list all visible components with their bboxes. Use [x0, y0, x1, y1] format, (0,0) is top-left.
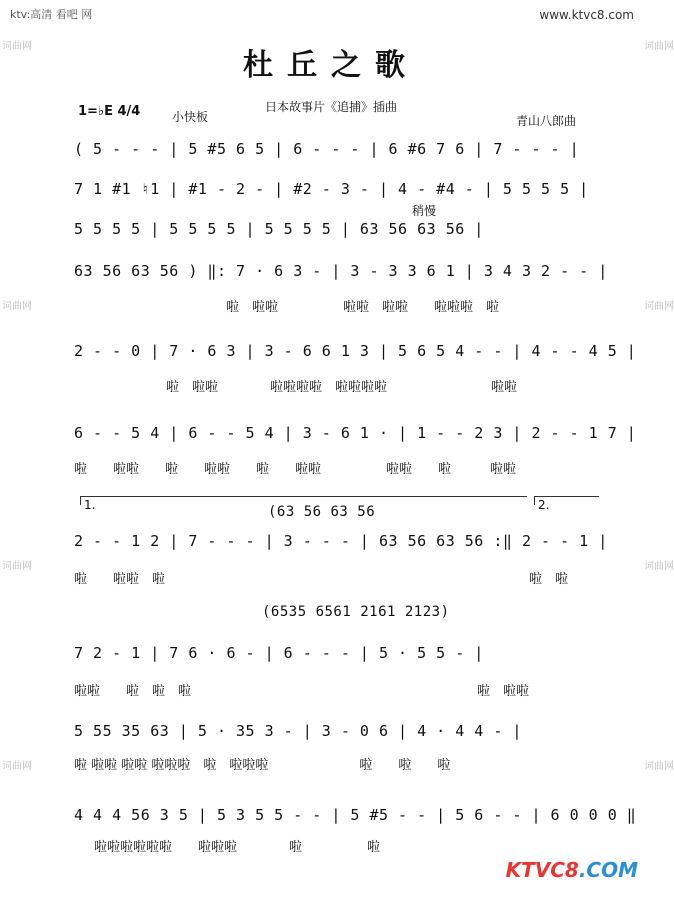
lyric-line: 啦 啦啦 啦啦啦啦 啦啦啦啦 啦啦 — [166, 380, 518, 395]
notation-line: 6 - - 5 4 | 6 - - 5 4 | 3 - 6 1 · | 1 - - 2 3 | 2 - - 1 7 | — [74, 424, 637, 442]
notation-line: ( 5 - - - | 5 #5 6 5 | 6 - - - | 6 #6 7 6 | 7 - - - | — [74, 140, 580, 158]
composer: 青山八郎曲 — [516, 114, 577, 128]
volta-2-label: 2. — [538, 498, 550, 512]
interlude-notation: (6535 6561 2161 2123) — [262, 604, 450, 620]
notation-line: 5 5 5 5 | 5 5 5 5 | 5 5 5 5 | 63 56 63 56 | — [74, 220, 484, 238]
side-watermark-left: 词曲网 — [2, 41, 32, 52]
notation-line: 5 55 35 63 | 5 · 35 3 - | 3 - 0 6 | 4 · 4 4 - | — [74, 722, 522, 740]
side-watermark-right: 词曲网 — [644, 761, 674, 772]
lyric-line: 啦 啦啦 啦啦 啦啦 啦啦啦 啦 — [226, 300, 500, 315]
key-signature: 1=♭E 4/4 — [78, 104, 141, 119]
side-watermark-right: 词曲网 — [644, 41, 674, 52]
site-watermark-logo: KTVC8.COM — [505, 858, 638, 882]
interlude-notation: (63 56 63 56 — [268, 504, 376, 520]
site-label-left: ktv:高清 看吧 网 — [10, 8, 93, 21]
notation-line: 63 56 63 56 ) ‖: 7 · 6 3 - | 3 - 3 3 6 1 | 3 4 3 2 - - | — [74, 262, 608, 280]
song-title: 杜丘之歌 — [243, 48, 419, 83]
notation-line: 2 - - 1 2 | 7 - - - | 3 - - - | 63 56 63 56 :‖ 2 - - 1 | — [74, 532, 608, 550]
lyric-line: 啦 啦啦 啦 啦 啦 — [74, 572, 569, 587]
tempo-change-mark: 稍慢 — [412, 204, 437, 218]
lyric-line: 啦啦啦啦啦啦 啦啦啦 啦 啦 — [94, 840, 381, 855]
notation-line: 2 - - 0 | 7 · 6 3 | 3 - 6 6 1 3 | 5 6 5 4 - - | 4 - - 4 5 | — [74, 342, 637, 360]
site-url[interactable]: www.ktvc8.com — [539, 8, 634, 22]
side-watermark-left: 词曲网 — [2, 561, 32, 572]
song-subtitle: 日本故事片《追捕》插曲 — [264, 100, 397, 114]
side-watermark-left: 词曲网 — [2, 301, 32, 312]
lyric-line: 啦 啦啦 啦啦 啦啦啦 啦 啦啦啦 啦 啦 啦 — [74, 758, 451, 773]
volta-1-label: 1. — [84, 498, 96, 512]
tempo-marking: 小快板 — [172, 110, 209, 124]
side-watermark-left: 词曲网 — [2, 761, 32, 772]
side-watermark-right: 词曲网 — [644, 301, 674, 312]
notation-line: 4 4 4 56 3 5 | 5 3 5 5 - - | 5 #5 - - | 5 6 - - | 6 0 0 0 ‖ — [74, 806, 637, 824]
lyric-line: 啦啦 啦 啦 啦 啦 啦啦 — [74, 684, 530, 699]
notation-line: 7 2 - 1 | 7 6 · 6 - | 6 - - - | 5 · 5 5 - | — [74, 644, 484, 662]
side-watermark-right: 词曲网 — [644, 561, 674, 572]
notation-line: 7 1 #1 ♮1 | #1 - 2 - | #2 - 3 - | 4 - #4 - | 5 5 5 5 | — [74, 180, 589, 198]
lyric-line: 啦 啦啦 啦 啦啦 啦 啦啦 啦啦 啦 啦啦 — [74, 462, 517, 477]
